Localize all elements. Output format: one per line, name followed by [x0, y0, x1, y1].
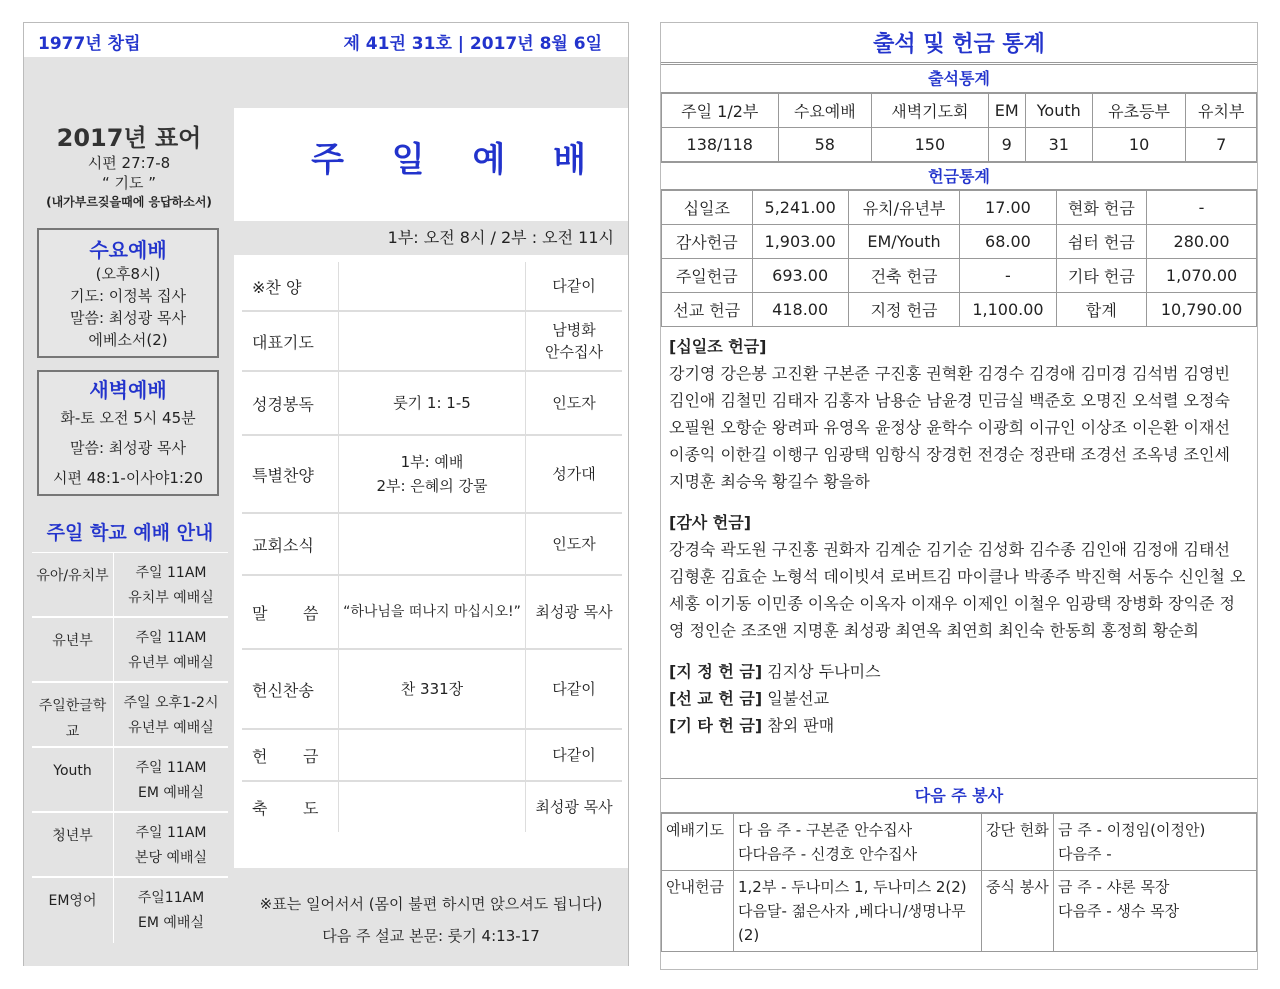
order-row [242, 262, 622, 312]
offering-row [662, 259, 1257, 293]
dept-name: EM영어 [32, 878, 114, 943]
dawn-line: 말씀: 최성광 목사 [69, 439, 187, 457]
dept-place: EM 예배실 [138, 785, 204, 801]
order-leader: 성가대 [552, 465, 596, 483]
order-leader: 인도자 [552, 535, 596, 553]
tithe-label: [십일조 헌금] [669, 337, 767, 356]
offering-cell: 693.00 [752, 259, 848, 293]
masthead [24, 23, 628, 57]
motto-title: 2017년 표어 [56, 124, 202, 152]
attendance-header: 수요예배 [778, 94, 872, 128]
offering-title: 헌금통계 [661, 162, 1257, 190]
order-row [242, 730, 622, 782]
offering-cell: 10,790.00 [1147, 293, 1257, 327]
mission-label: [선 교 헌 금] [669, 689, 763, 708]
offering-row [662, 293, 1257, 327]
order-content: “하나님을 떠나지 마십시오!” [338, 576, 526, 648]
attendance-header: 주일 1/2부 [662, 94, 779, 128]
attendance-value: 10 [1092, 128, 1186, 162]
dawn-line: 시편 48:1-이사야1:20 [53, 469, 203, 487]
attendance-value: 9 [988, 128, 1025, 162]
order-content: 1부: 예배 2부: 은혜의 강물 [338, 436, 526, 512]
dept-name: Youth [32, 748, 114, 811]
order-leader: 다같이 [552, 277, 596, 295]
order-item: 말 씀 [252, 603, 319, 623]
order-row [242, 782, 622, 832]
offering-row [662, 225, 1257, 259]
mission-line [669, 685, 1249, 712]
offering-cell: 418.00 [752, 293, 848, 327]
offering-cell: 1,100.00 [960, 293, 1056, 327]
order-leader: 인도자 [552, 394, 596, 412]
service-footnote [234, 868, 628, 966]
founded-year: 1977년 창립 [38, 34, 141, 54]
next-week-people: 1,2부 - 두나미스 1, 두나미스 2(2) 다음달- 젊은사자 ,베다니/생명나무(2) [734, 871, 982, 952]
offering-cell: - [1147, 191, 1257, 225]
stats-title: 출석 및 헌금 통계 [661, 23, 1257, 65]
attendance-value-row [662, 128, 1257, 162]
sunday-school-row [32, 878, 228, 943]
next-week-people: 다 음 주 - 구본준 안수집사 다다음주 - 신경호 안수집사 [734, 814, 982, 871]
dept-place: 유년부 예배실 [128, 720, 214, 736]
motto-sub: (내가부르짖을때에 응답하소서) [46, 195, 212, 209]
order-item: 대표기도 [252, 332, 314, 352]
other-label: [기 타 헌 금] [669, 716, 763, 735]
next-week-row [662, 871, 1257, 952]
next-week-row [662, 814, 1257, 871]
attendance-header: Youth [1025, 94, 1092, 128]
offering-cell: 17.00 [960, 191, 1056, 225]
dept-name: 청년부 [32, 813, 114, 876]
service-times: 1부: 오전 8시 / 2부 : 오전 11시 [234, 221, 628, 255]
dept-time: 주일 11AM [135, 565, 207, 581]
offering-cell: 1,070.00 [1147, 259, 1257, 293]
order-item: 헌신찬송 [252, 680, 314, 700]
designated-value: 김지상 두나미스 [767, 662, 881, 681]
offering-cell: 선교 헌금 [662, 293, 753, 327]
order-of-worship [242, 262, 622, 832]
thanks-names: 강경숙 곽도원 구진홍 권화자 김계순 김기순 김성화 김수종 김인애 김정애 김태선 김형훈 김효순 노형석 데이빗셔 로버트김 마이클나 박종주 박진혁 서동수 신인철 오세홍 이기동 이민종 이옥순 이옥자 이재우 이제인 이철우 임광택 장병화 장익준 정 영 정인순 조조앤 지명훈 최성광 최연옥 최연희 최인숙 한동희 홍정희 황순희 [669, 540, 1246, 640]
donor-lists [661, 327, 1257, 779]
designated-line [669, 658, 1249, 685]
order-row [242, 576, 622, 650]
order-leader: 남병화 안수집사 [545, 321, 603, 361]
offering-table [661, 190, 1257, 327]
attendance-header: 유초등부 [1092, 94, 1186, 128]
offering-cell: - [960, 259, 1056, 293]
wednesday-line: 말씀: 최성광 목사 [69, 309, 187, 327]
other-value: 참외 판매 [767, 716, 835, 735]
offering-cell: 5,241.00 [752, 191, 848, 225]
order-content [338, 262, 526, 310]
wednesday-line: 기도: 이정복 집사 [69, 287, 187, 305]
next-week-people: 금 주 - 이정임(이정안) 다음주 - [1054, 814, 1257, 871]
attendance-table [661, 93, 1257, 162]
order-content [338, 312, 526, 370]
sunday-school-row [32, 748, 228, 813]
dawn-title: 새벽예배 [89, 378, 167, 402]
order-leader: 최성광 목사 [535, 798, 613, 816]
dept-name: 유아/유치부 [32, 553, 114, 616]
dept-time: 주일 11AM [135, 630, 207, 646]
offering-cell: 건축 헌금 [848, 259, 960, 293]
bulletin-stats-page [660, 22, 1258, 970]
order-item: 성경봉독 [252, 394, 314, 414]
sunday-school-table [32, 515, 228, 943]
wednesday-service-box [37, 228, 219, 358]
attendance-header: 새벽기도회 [872, 94, 989, 128]
other-line [669, 712, 1249, 739]
attendance-value: 150 [872, 128, 989, 162]
next-sermon: 다음 주 설교 본문: 룻기 4:13-17 [322, 927, 540, 945]
service-order-column [234, 108, 628, 966]
dept-time: 주일 오후1-2시 [123, 695, 219, 711]
dept-time: 주일11AM [137, 890, 205, 906]
dept-place: 유년부 예배실 [128, 655, 214, 671]
header-band [24, 57, 628, 108]
attendance-value: 31 [1025, 128, 1092, 162]
next-week-role: 예배기도 [662, 814, 734, 871]
thanks-label: [감사 헌금] [669, 513, 752, 532]
motto-quote: “ 기도 ” [101, 174, 157, 192]
dept-place: 유치부 예배실 [128, 590, 214, 606]
offering-cell: 감사헌금 [662, 225, 753, 259]
attendance-value: 138/118 [662, 128, 779, 162]
issue-date: 제 41권 31호 | 2017년 8월 6일 [343, 34, 602, 54]
motto-verse: 시편 27:7-8 [87, 154, 171, 172]
sunday-school-title: 주일 학교 예배 안내 [32, 515, 228, 553]
dept-name: 유년부 [32, 618, 114, 681]
order-row [242, 650, 622, 730]
dawn-line: 화-토 오전 5시 45분 [60, 409, 196, 427]
order-leader: 다같이 [552, 680, 596, 698]
sunday-school-row [32, 618, 228, 683]
order-item: 교회소식 [252, 535, 314, 555]
offering-cell: 쉼터 헌금 [1056, 225, 1147, 259]
offering-cell: 지정 헌금 [848, 293, 960, 327]
order-row [242, 372, 622, 436]
order-content: 룻기 1: 1-5 [338, 372, 526, 434]
next-week-table [661, 813, 1257, 952]
order-item: 특별찬양 [252, 465, 314, 485]
wednesday-line: (오후8시) [95, 265, 161, 283]
next-week-people: 금 주 - 샤론 목장 다음주 - 생수 목장 [1054, 871, 1257, 952]
wednesday-title: 수요예배 [89, 238, 167, 262]
order-row [242, 436, 622, 514]
next-week-role: 강단 헌화 [982, 814, 1054, 871]
designated-label: [지 정 헌 금] [669, 662, 763, 681]
service-title: 주 일 예 배 [311, 140, 604, 180]
attendance-header-row [662, 94, 1257, 128]
offering-cell: 유치/유년부 [848, 191, 960, 225]
order-row [242, 312, 622, 372]
bulletin-front-page [23, 22, 629, 966]
attendance-title: 출석통계 [661, 65, 1257, 93]
dawn-service-box [37, 370, 219, 496]
thanks-block [669, 509, 1249, 644]
dept-time: 주일 11AM [135, 825, 207, 841]
order-content: 찬 331장 [338, 650, 526, 728]
wednesday-line: 에베소서(2) [88, 331, 168, 349]
left-sidebar [24, 108, 234, 966]
attendance-value: 58 [778, 128, 872, 162]
offering-cell: 합계 [1056, 293, 1147, 327]
order-content [338, 730, 526, 780]
order-leader: 최성광 목사 [535, 603, 613, 621]
next-week-role: 안내헌금 [662, 871, 734, 952]
offering-cell: 현화 헌금 [1056, 191, 1147, 225]
offering-cell: 십일조 [662, 191, 753, 225]
offering-cell: 280.00 [1147, 225, 1257, 259]
order-row [242, 514, 622, 576]
offering-cell: EM/Youth [848, 225, 960, 259]
tithe-names: 강기영 강은봉 고진환 구본준 구진홍 권혁환 김경수 김경애 김미경 김석범 김영빈 김인애 김철민 김태자 김홍자 남용순 남윤경 민금실 백준호 오명진 오석렬 오정숙 오필원 오항순 왕려파 유영옥 윤정상 윤학수 이광희 이규인 이상조 이은환 이재선 이종익 이한길 이행구 임광택 임항식 장경헌 전경순 정관태 조경선 조옥녕 조인세 지명훈 최승욱 황길수 황을하 [669, 364, 1230, 491]
mission-value: 일불선교 [767, 689, 830, 708]
dept-time: 주일 11AM [135, 760, 207, 776]
order-item: ※찬 양 [252, 277, 302, 297]
next-week-role: 중식 봉사 [982, 871, 1054, 952]
offering-cell: 기타 헌금 [1056, 259, 1147, 293]
sunday-school-row [32, 813, 228, 878]
dept-name: 주일한글학교 [32, 683, 114, 746]
next-week-title: 다음 주 봉사 [661, 779, 1257, 813]
order-item: 헌 금 [252, 746, 319, 766]
dept-place: EM 예배실 [138, 915, 204, 931]
offering-cell: 68.00 [960, 225, 1056, 259]
sunday-school-row [32, 683, 228, 748]
order-content [338, 782, 526, 832]
order-item: 축 도 [252, 798, 319, 818]
order-leader: 다같이 [552, 746, 596, 764]
sunday-school-row [32, 553, 228, 618]
attendance-header: EM [988, 94, 1025, 128]
yearly-motto [24, 118, 234, 210]
standing-note: ※표는 일어서서 (몸이 불편 하시면 앉으셔도 됩니다) [259, 895, 603, 913]
order-content [338, 514, 526, 574]
offering-cell: 주일헌금 [662, 259, 753, 293]
attendance-header: 유치부 [1186, 94, 1257, 128]
offering-cell: 1,903.00 [752, 225, 848, 259]
dept-place: 본당 예배실 [134, 850, 208, 866]
attendance-value: 7 [1186, 128, 1257, 162]
offering-row [662, 191, 1257, 225]
tithe-block [669, 333, 1249, 495]
